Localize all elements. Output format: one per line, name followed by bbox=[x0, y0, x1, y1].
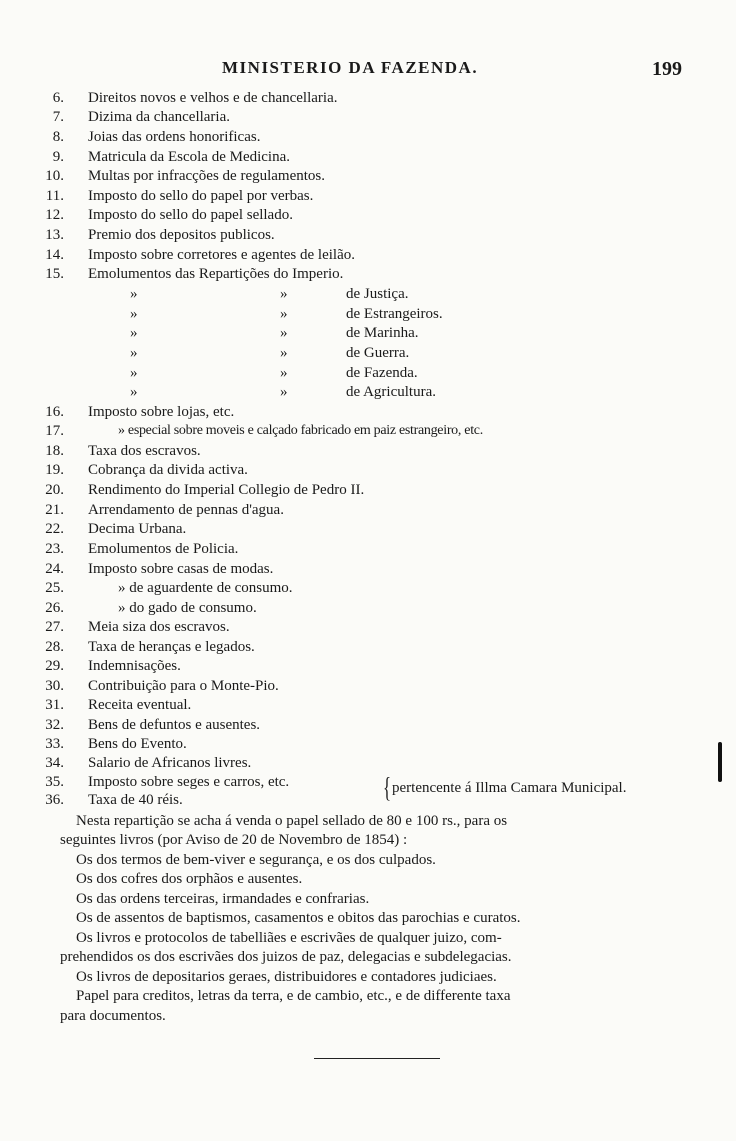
item-number: 36. bbox=[45, 792, 64, 808]
page-number: 199 bbox=[652, 58, 682, 80]
item-text: Meia siza dos escravos. bbox=[88, 619, 230, 635]
item-text: Taxa de 40 réis. bbox=[88, 792, 183, 808]
item-number: 12. bbox=[45, 207, 64, 223]
item-text: » do gado de consumo. bbox=[118, 600, 257, 616]
item-text: Premio dos depositos publicos. bbox=[88, 227, 275, 243]
item-text: Emolumentos de Policia. bbox=[88, 541, 239, 557]
item-text: Bens de defuntos e ausentes. bbox=[88, 717, 261, 733]
paragraph-line: Os das ordens terceiras, irmandades e confrarias. bbox=[76, 891, 370, 907]
item-number: 18. bbox=[45, 443, 64, 459]
item-text: Taxa dos escravos. bbox=[88, 443, 201, 459]
item-text: Salario de Africanos livres. bbox=[88, 755, 252, 771]
ditto-mark: » bbox=[130, 345, 138, 361]
item-number: 24. bbox=[45, 561, 64, 577]
item-text: Arrendamento de pennas d'agua. bbox=[88, 502, 284, 518]
ditto-mark: » bbox=[280, 325, 288, 341]
ditto-mark: » bbox=[280, 384, 288, 400]
paragraph-line: Os de assentos de baptismos, casamentos e obitos das parochias e curatos. bbox=[76, 910, 521, 926]
item-text: Bens do Evento. bbox=[88, 736, 187, 752]
item-text: Imposto sobre lojas, etc. bbox=[88, 404, 235, 420]
item-number: 19. bbox=[45, 462, 64, 478]
item-number: 34. bbox=[45, 755, 64, 771]
ditto-mark: » bbox=[130, 325, 138, 341]
item-number: 28. bbox=[45, 639, 64, 655]
item-text: Direitos novos e velhos e de chancellaria. bbox=[88, 90, 338, 106]
sub-item-text: de Fazenda. bbox=[346, 365, 418, 381]
ditto-mark: » bbox=[280, 286, 288, 302]
brace-note: pertencente á Illma Camara Municipal. bbox=[392, 780, 627, 796]
item-number: 35. bbox=[45, 774, 64, 790]
item-text: Contribuição para o Monte-Pio. bbox=[88, 678, 279, 694]
item-text: Imposto do sello do papel sellado. bbox=[88, 207, 293, 223]
item-number: 25. bbox=[45, 580, 64, 596]
ditto-mark: » bbox=[130, 286, 138, 302]
item-number: 7. bbox=[52, 109, 64, 125]
item-text: Emolumentos das Repartições do Imperio. bbox=[88, 266, 344, 282]
item-text: Imposto sobre casas de modas. bbox=[88, 561, 274, 577]
item-text: Imposto do sello do papel por verbas. bbox=[88, 188, 314, 204]
paragraph-line: Os dos cofres dos orphãos e ausentes. bbox=[76, 871, 303, 887]
item-number: 32. bbox=[45, 717, 64, 733]
item-number: 6. bbox=[52, 90, 64, 106]
ditto-mark: » bbox=[130, 365, 138, 381]
ink-mark bbox=[718, 742, 722, 782]
item-number: 29. bbox=[45, 658, 64, 674]
item-number: 11. bbox=[45, 188, 64, 204]
sub-item-text: de Agricultura. bbox=[346, 384, 436, 400]
paragraph-line: para documentos. bbox=[60, 1008, 166, 1024]
item-number: 33. bbox=[45, 736, 64, 752]
end-rule bbox=[314, 1058, 440, 1059]
item-number: 15. bbox=[45, 266, 64, 282]
item-number: 16. bbox=[45, 404, 64, 420]
paragraph-line: Os dos termos de bem-viver e segurança, e os dos culpados. bbox=[76, 852, 436, 868]
item-number: 10. bbox=[45, 168, 64, 184]
paragraph-line: Nesta repartição se acha á venda o papel sellado de 80 e 100 rs., para os bbox=[76, 813, 508, 829]
item-number: 14. bbox=[45, 247, 64, 263]
item-text: Rendimento do Imperial Collegio de Pedro II. bbox=[88, 482, 365, 498]
paragraph-line: seguintes livros (por Aviso de 20 de Novembro de 1854) : bbox=[60, 832, 408, 848]
item-text: Cobrança da divida activa. bbox=[88, 462, 248, 478]
item-number: 13. bbox=[45, 227, 64, 243]
running-header bbox=[0, 58, 736, 84]
sub-item-text: de Guerra. bbox=[346, 345, 410, 361]
ditto-mark: » bbox=[130, 384, 138, 400]
item-text: Imposto sobre corretores e agentes de leilão. bbox=[88, 247, 355, 263]
item-number: 26. bbox=[45, 600, 64, 616]
item-number: 22. bbox=[45, 521, 64, 537]
item-text: Joias das ordens honorificas. bbox=[88, 129, 261, 145]
paragraph-line: prehendidos os dos escrivães dos juizos de paz, delegacias e subdelegacias. bbox=[60, 949, 512, 965]
item-number: 31. bbox=[45, 697, 64, 713]
paragraph-line: Os livros e protocolos de tabelliães e escrivães de qualquer juizo, com- bbox=[76, 930, 502, 946]
item-text: Indemnisações. bbox=[88, 658, 181, 674]
item-number: 9. bbox=[52, 149, 64, 165]
item-text: Decima Urbana. bbox=[88, 521, 187, 537]
item-number: 23. bbox=[45, 541, 64, 557]
item-number: 20. bbox=[45, 482, 64, 498]
item-text: Matricula da Escola de Medicina. bbox=[88, 149, 291, 165]
item-number: 8. bbox=[52, 129, 64, 145]
item-number: 30. bbox=[45, 678, 64, 694]
item-number: 27. bbox=[45, 619, 64, 635]
item-text: Receita eventual. bbox=[88, 697, 192, 713]
page-title: MINISTERIO DA FAZENDA. bbox=[222, 58, 479, 77]
paragraph-line: Papel para creditos, letras da terra, e de cambio, etc., e de differente taxa bbox=[76, 988, 511, 1004]
item-number: 17. bbox=[45, 423, 64, 439]
ditto-mark: » bbox=[280, 306, 288, 322]
ditto-mark: » bbox=[280, 365, 288, 381]
item-text: » de aguardente de consumo. bbox=[118, 580, 293, 596]
ditto-mark: » bbox=[130, 306, 138, 322]
brace: { bbox=[383, 773, 392, 804]
item-text: Dizima da chancellaria. bbox=[88, 109, 231, 125]
item-number: 21. bbox=[45, 502, 64, 518]
sub-item-text: de Justiça. bbox=[346, 286, 409, 302]
sub-item-text: de Estrangeiros. bbox=[346, 306, 443, 322]
ditto-mark: » bbox=[280, 345, 288, 361]
sub-item-text: de Marinha. bbox=[346, 325, 419, 341]
paragraph-line: Os livros de depositarios geraes, distribuidores e contadores judiciaes. bbox=[76, 969, 497, 985]
item-text: Imposto sobre seges e carros, etc. bbox=[88, 774, 290, 790]
item-text: Multas por infracções de regulamentos. bbox=[88, 168, 326, 184]
item-text: Taxa de heranças e legados. bbox=[88, 639, 255, 655]
item-text: » especial sobre moveis e calçado fabricado em paiz estrangeiro, etc. bbox=[118, 423, 483, 438]
